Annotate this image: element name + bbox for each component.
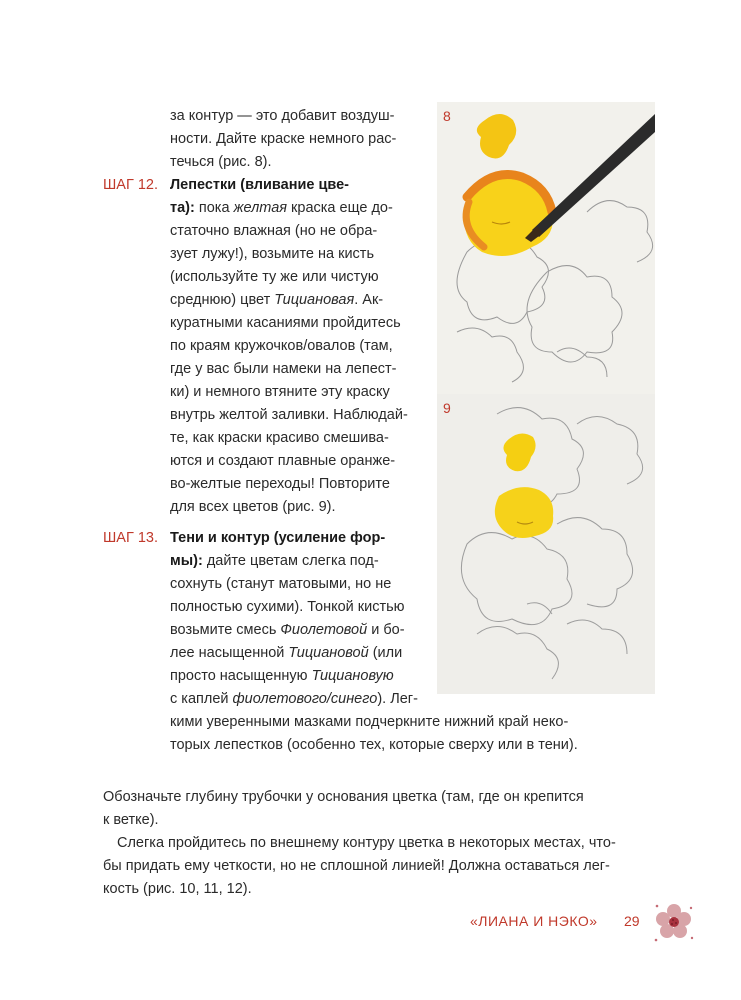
painting-illustration <box>437 394 655 694</box>
text-fragment: возьмите смесь <box>170 622 277 638</box>
text-line: зует лужу!), возьмите на кисть <box>170 246 374 262</box>
text-fragment: краска еще до- <box>291 200 393 216</box>
text-line: к ветке). <box>103 812 159 828</box>
text-line: кость (рис. 10, 11, 12). <box>103 881 252 897</box>
text-line: ются и создают плавные оранже- <box>170 453 396 469</box>
text-line: сохнуть (станут матовыми, но не <box>170 576 392 592</box>
text-line: ки) и немного втяните эту краску <box>170 384 390 400</box>
step-12-label: ШАГ 12. <box>103 177 158 193</box>
text-line: Обозначьте глубину трубочки у основания цветка (там, где он крепится <box>103 789 584 805</box>
color-name: Тициановую <box>311 668 394 684</box>
step-13-continuation <box>170 711 610 757</box>
text-fragment: просто насыщенную <box>170 668 308 684</box>
text-line: кими уверенными мазками подчеркните нижний край неко- <box>170 714 569 730</box>
figure-8-number: 8 <box>443 108 451 124</box>
text-line: ности. Дайте краске немного рас- <box>170 131 397 147</box>
step-12-title: Лепестки (вливание цве- <box>170 177 349 193</box>
text-line: за контур — это добавит воздуш- <box>170 108 395 124</box>
color-name: Тициановая <box>274 292 355 308</box>
figure-9-photo <box>437 394 655 694</box>
text-fragment: ). Лег- <box>377 691 418 707</box>
text-line: (используйте ту же или чистую <box>170 269 379 285</box>
text-line: бы придать ему четкости, но не сплошной линией! Должна оставаться лег- <box>103 858 610 874</box>
text-line: статочно влажная (но не обра- <box>170 223 378 239</box>
text-line: те, как краски красиво смешива- <box>170 430 389 446</box>
step-12-title-end: та): <box>170 200 195 216</box>
text-fragment: . Ак- <box>354 292 384 308</box>
step-13-title: Тени и контур (усиление фор- <box>170 530 386 546</box>
paragraph-contour <box>103 832 616 901</box>
step-13-text <box>170 527 425 711</box>
step-13-title-end: мы): <box>170 553 203 569</box>
text-line: где у вас были намеки на лепест- <box>170 361 397 377</box>
paragraph-tube-depth <box>103 786 605 832</box>
text-fragment: пока <box>198 200 230 216</box>
intro-continuation <box>170 105 425 174</box>
text-fragment: лее насыщенной <box>170 645 285 661</box>
text-fragment: и бо- <box>371 622 405 638</box>
text-fragment: среднюю) цвет <box>170 292 271 308</box>
text-line: течься (рис. 8). <box>170 154 272 170</box>
text-line: внутрь желтой заливки. Наблюдай- <box>170 407 408 423</box>
flower-ornament-icon <box>652 900 696 949</box>
text-line: для всех цветов (рис. 9). <box>170 499 336 515</box>
text-fragment: с каплей <box>170 691 229 707</box>
step-13-label: ШАГ 13. <box>103 530 158 546</box>
figure-9-number: 9 <box>443 400 451 416</box>
text-line: Слегка пройдитесь по внешнему контуру цветка в некоторых местах, что- <box>117 835 616 851</box>
text-line: торых лепестков (особенно тех, которые сверху или в тени). <box>170 737 578 753</box>
color-name: Фиолетовой <box>280 622 368 638</box>
page-number: 29 <box>624 913 640 929</box>
step-12-text <box>170 174 425 519</box>
color-name: фиолетового/синего <box>232 691 378 707</box>
color-name: Тициановой <box>288 645 369 661</box>
text-line: во-желтые переходы! Повторите <box>170 476 390 492</box>
figure-8-photo <box>437 102 655 394</box>
text-fragment: дайте цветам слегка под- <box>206 553 379 569</box>
text-line: по краям кружочков/овалов (там, <box>170 338 393 354</box>
painting-illustration <box>437 102 655 394</box>
text-line: полностью сухими). Тонкой кистью <box>170 599 405 615</box>
book-title-footer: «ЛИАНА И НЭКО» <box>470 913 598 929</box>
text-line: куратными касаниями пройдитесь <box>170 315 401 331</box>
color-name: желтая <box>233 200 288 216</box>
text-fragment: (или <box>372 645 403 661</box>
